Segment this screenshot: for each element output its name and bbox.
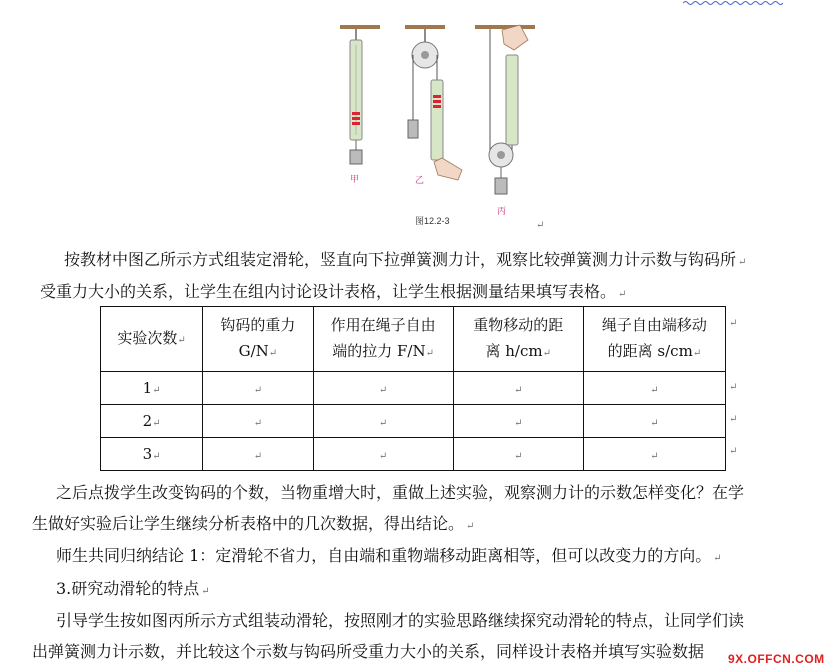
header-text: 的距离 s/cm: [607, 341, 693, 360]
header-text: G/N: [238, 341, 269, 360]
paragraph-4-line-2-text: 出弹簧测力计示数，并比较这个示数与钩码所受重力大小的关系，同样设计表格并填写实验数据: [32, 642, 705, 661]
experiment-table: [100, 306, 726, 471]
paragraph-2-line-1: [56, 483, 744, 503]
cell-mark: ↵: [378, 385, 388, 396]
figure-caption: [415, 214, 450, 227]
cell-mark: ↵: [425, 347, 434, 359]
table-cell: [203, 438, 313, 471]
paragraph-1-line-2-text: 受重力大小的关系，让学生在组内讨论设计表格，让学生根据测量结果填写表格。: [40, 282, 617, 301]
paragraph-4-line-1-text: 引导学生按如图丙所示方式组装动滑轮，按照刚才的实验思路继续探究动滑轮的特点，让同学们读: [56, 611, 745, 630]
table-row: [101, 372, 726, 405]
setup-yi: [405, 25, 462, 180]
table-row: [101, 438, 726, 471]
header-text: 端的拉力 F/N: [332, 341, 426, 360]
pulley-figure: [330, 20, 550, 230]
figure-caption-text: 图12.2-3: [415, 216, 450, 226]
table-cell: [101, 405, 203, 438]
header-text: 钩码的重力: [220, 315, 296, 334]
cell-mark: ↵: [152, 418, 161, 429]
table-header-cell: [101, 307, 203, 372]
row-end-mark: ↵: [729, 414, 738, 425]
cell-mark: ↵: [514, 418, 523, 429]
table-row: [101, 405, 726, 438]
header-text: 离 h/cm: [485, 341, 543, 360]
cell-mark: ↵: [253, 451, 263, 462]
table-cell: [203, 372, 313, 405]
table-cell: [583, 405, 725, 438]
paragraph-mark: ↵: [466, 521, 475, 532]
cell-mark: ↵: [268, 347, 278, 359]
paragraph-3: [56, 546, 722, 569]
cell-mark: ↵: [514, 451, 523, 462]
paragraph-2-line-2: [32, 514, 474, 537]
cell-mark: ↵: [253, 385, 263, 396]
table-cell: [583, 372, 725, 405]
cell-text: 3: [142, 445, 153, 463]
cell-mark: ↵: [152, 385, 161, 396]
paragraph-mark: ↵: [713, 553, 722, 564]
table-header-cell: [313, 307, 453, 372]
paragraph-3-text: 师生共同归纳结论 1：定滑轮不省力，自由端和重物端移动距离相等，但可以改变力的方向。: [56, 546, 712, 565]
setup-jia: [340, 25, 380, 164]
figure-label-yi: 乙: [415, 176, 425, 186]
cell-mark: ↵: [378, 451, 388, 462]
table-header-cell: [203, 307, 313, 372]
cell-mark: ↵: [177, 334, 186, 346]
section-heading: [56, 579, 210, 602]
paragraph-1-line-2: [40, 282, 626, 305]
table-cell: [453, 405, 583, 438]
table-cell: [101, 372, 203, 405]
table-header-cell: [453, 307, 583, 372]
table-cell: [313, 405, 453, 438]
paragraph-1-line-1: [64, 250, 746, 273]
table-cell: [453, 372, 583, 405]
cell-text: 1: [142, 379, 153, 397]
cell-mark: ↵: [650, 385, 659, 396]
paragraph-4-line-1: [56, 611, 744, 631]
cell-mark: ↵: [650, 418, 659, 429]
header-text: 实验次数: [117, 328, 178, 347]
table-cell: [313, 438, 453, 471]
row-end-mark: ↵: [729, 446, 738, 457]
table-cell: [101, 438, 203, 471]
table-header-row: [101, 307, 726, 372]
cell-mark: ↵: [152, 451, 161, 462]
paragraph-mark: ↵: [618, 289, 627, 300]
cell-mark: ↵: [692, 347, 702, 359]
spellcheck-wavy-line: [683, 0, 783, 5]
setup-bing: [475, 25, 535, 194]
header-text: 绳子自由端移动: [601, 315, 707, 334]
row-end-mark: ↵: [729, 318, 738, 329]
cell-mark: ↵: [542, 347, 551, 359]
cell-mark: ↵: [253, 418, 263, 429]
paragraph-4-line-2: [32, 642, 704, 662]
table-cell: [313, 372, 453, 405]
row-end-mark: ↵: [729, 382, 738, 393]
paragraph-mark: ↵: [201, 586, 210, 597]
figure-label-bing: 丙: [497, 207, 507, 217]
paragraph-2-line-1-text: 之后点拨学生改变钩码的个数，当物重增大时，重做上述实验，观察测力计的示数怎样变化？在学: [56, 483, 745, 502]
section-heading-text: 3.研究动滑轮的特点: [56, 579, 200, 598]
table-cell: [583, 438, 725, 471]
paragraph-1-line-1-text: 按教材中图乙所示方式组装定滑轮，竖直向下拉弹簧测力计，观察比较弹簧测力计示数与钩码所: [64, 250, 737, 269]
paragraph-mark: ↵: [738, 257, 747, 268]
header-text: 作用在绳子自由: [330, 315, 436, 334]
table-cell: [203, 405, 313, 438]
cell-mark: ↵: [514, 385, 523, 396]
cell-mark: ↵: [378, 418, 388, 429]
paragraph-mark: ↵: [536, 220, 545, 231]
figure-label-jia: 甲: [350, 175, 360, 185]
paragraph-2-line-2-text: 生做好实验后让学生继续分析表格中的几次数据，得出结论。: [32, 514, 465, 533]
table-header-cell: [583, 307, 725, 372]
cell-mark: ↵: [650, 451, 659, 462]
table-cell: [453, 438, 583, 471]
site-watermark: 9X.OFFCN.COM: [728, 652, 825, 666]
cell-text: 2: [142, 412, 153, 430]
header-text: 重物移动的距: [473, 315, 564, 334]
